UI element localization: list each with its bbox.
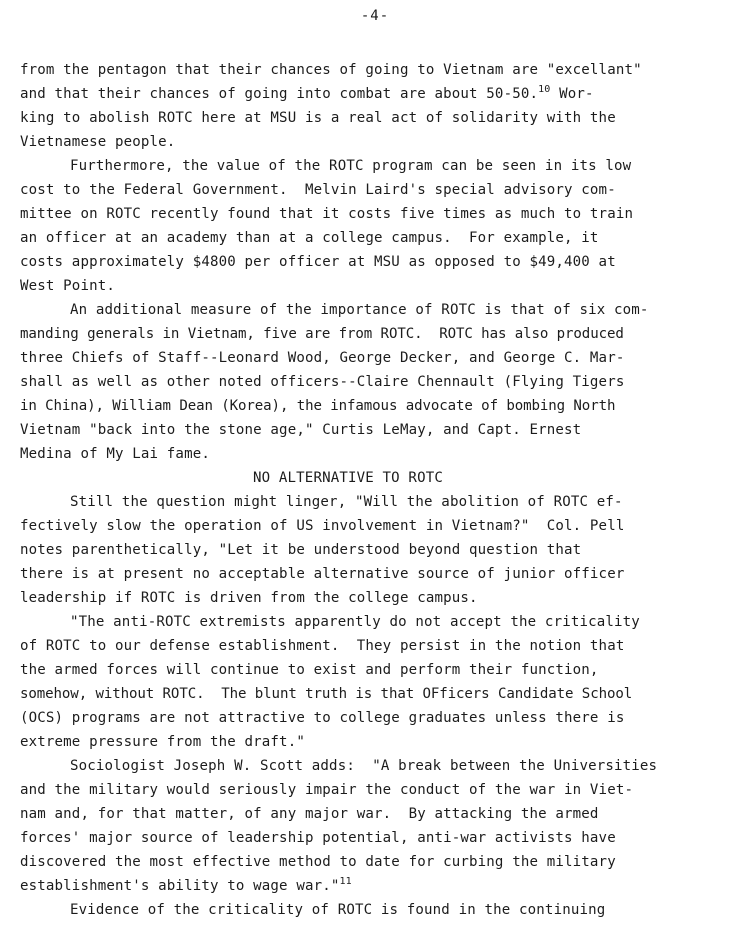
body-line: king to abolish ROTC here at MSU is a real act of solidarity with the [20, 110, 616, 126]
page-number: -4- [360, 8, 390, 24]
footnote-marker: 10 [538, 84, 551, 95]
body-line: leadership if ROTC is driven from the college campus. [20, 590, 478, 606]
body-line: and the military would seriously impair the conduct of the war in Viet- [20, 782, 634, 798]
body-line: mittee on ROTC recently found that it costs five times as much to train [20, 206, 634, 222]
body-line: discovered the most effective method to date for curbing the military [20, 854, 616, 870]
body-line: somehow, without ROTC. The blunt truth is that OFficers Candidate School [20, 686, 633, 702]
body-line: manding generals in Vietnam, five are from ROTC. ROTC has also produced [20, 326, 624, 342]
paragraph-start-line: Sociologist Joseph W. Scott adds: "A break between the Universities [70, 758, 658, 774]
body-line: fectively slow the operation of US involvement in Vietnam?" Col. Pell [20, 518, 625, 534]
body-line: three Chiefs of Staff--Leonard Wood, George Decker, and George C. Mar- [20, 350, 625, 366]
body-line: extreme pressure from the draft." [20, 734, 305, 750]
body-line: notes parenthetically, "Let it be understood beyond question that [20, 542, 582, 558]
body-line: and that their chances of going into combat are about 50-50.10 Wor- [20, 84, 594, 102]
paragraph-start-line: Still the question might linger, "Will the abolition of ROTC ef- [70, 494, 623, 510]
section-heading: NO ALTERNATIVE TO ROTC [253, 470, 443, 486]
body-line: an officer at an academy than at a college campus. For example, it [20, 230, 599, 246]
body-line: West Point. [20, 278, 115, 294]
body-line: from the pentagon that their chances of going to Vietnam are "excellant" [20, 62, 642, 78]
body-line: establishment's ability to wage war."$^{11}$ [20, 876, 352, 894]
body-line: forces' major source of leadership potential, anti-war activists have [20, 830, 616, 846]
paragraph-start-line: "The anti-ROTC extremists apparently do not accept the criticality [70, 614, 640, 630]
body-line: the armed forces will continue to exist and perform their function, [20, 662, 599, 678]
body-line: Medina of My Lai fame. [20, 446, 210, 462]
body-line: Vietnam "back into the stone age," Curtis LeMay, and Capt. Ernest [20, 422, 582, 438]
paragraph-start-line: Furthermore, the value of the ROTC program can be seen in its low [70, 158, 632, 174]
body-line: costs approximately $4800 per officer at MSU as opposed to $49,400 at [20, 254, 616, 270]
paragraph-start-line: An additional measure of the importance of ROTC is that of six com- [70, 302, 649, 318]
body-line: Vietnamese people. [20, 134, 176, 150]
body-line: in China), William Dean (Korea), the infamous advocate of bombing North [20, 398, 616, 414]
body-line: (OCS) programs are not attractive to college graduates unless there is [20, 710, 625, 726]
body-line: nam and, for that matter, of any major war. By attacking the armed [20, 806, 599, 822]
paragraph-start-line: Evidence of the criticality of ROTC is found in the continuing [70, 902, 606, 918]
body-line: there is at present no acceptable alternative source of junior officer [20, 566, 625, 582]
body-line: shall as well as other noted officers--Claire Chennault (Flying Tigers [20, 374, 625, 390]
footnote-marker: 11 [339, 876, 352, 887]
body-line: cost to the Federal Government. Melvin Laird's special advisory com- [20, 182, 616, 198]
body-line: of ROTC to our defense establishment. They persist in the notion that [20, 638, 625, 654]
